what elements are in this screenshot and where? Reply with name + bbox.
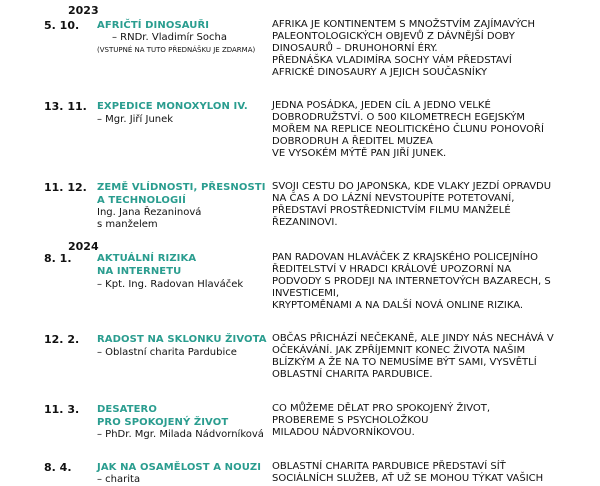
lecture-date: 8. 1. — [44, 252, 72, 265]
desc-line: BLÍZKÝM A ŽE NA TO NEMUSÍME BÝT SAMI, VYSVĚTLÍ — [272, 357, 537, 368]
desc-line: AFRICKÉ DINOSAURY A JEJICH SOUČASNÍKY — [272, 67, 488, 78]
lecture-speaker — [97, 474, 272, 486]
desc-line: SOCIÁLNÍCH SLUŽEB, AŤ UŽ SE MOHOU TÝKAT VAŠICH — [272, 473, 544, 484]
lecture-speaker — [97, 347, 272, 359]
lecture-title[interactable] — [97, 461, 267, 474]
title-line: ZEMĚ VLÍDNOSTI, PŘESNOSTI — [97, 182, 266, 193]
lecture-description — [272, 19, 592, 79]
desc-line: SVOJI CESTU DO JAPONSKA, KDE VLAKY JEZDÍ OPRAVDU — [272, 181, 552, 192]
lecture-speaker — [97, 429, 272, 441]
lecture-date: 11. 12. — [44, 181, 87, 194]
desc-line: DOBRODRUH A ŘEDITEL MUZEA — [272, 136, 433, 147]
desc-line: OČEKÁVÁNÍ. JAK ZPŘÍJEMNIT KONEC ŽIVOTA NAŠIM — [272, 345, 526, 356]
lecture-description — [272, 333, 592, 381]
lecture-description — [272, 100, 592, 160]
desc-line: CO MŮŽEME DĚLAT PRO SPOKOJENÝ ŽIVOT, — [272, 403, 491, 414]
desc-line: PODVODY S PRODEJI NA INTERNETOVÝCH BAZARECH, S — [272, 276, 551, 287]
title-line: AFRIČTÍ DINOSAUŘI — [97, 20, 210, 31]
title-line: A TECHNOLOGIÍ — [97, 195, 186, 206]
lecture-description — [272, 403, 592, 439]
speaker-line: – charita — [97, 474, 141, 485]
speaker-line: s manželem — [97, 219, 158, 230]
desc-line: PALEONTOLOGICKÝCH OBJEVŮ Z DÁVNĚJŠÍ DOBY — [272, 31, 515, 42]
speaker-line: Ing. Jana Řezaninová — [97, 207, 202, 218]
lecture-date: 11. 3. — [44, 403, 80, 416]
lecture-description — [272, 461, 592, 485]
lecture-title[interactable] — [97, 333, 267, 346]
lecture-title[interactable] — [97, 181, 267, 207]
lecture-title[interactable] — [97, 100, 267, 113]
desc-line: NA ČAS A DO LÁZNÍ NEVSTOUPÍTE POTETOVANÍ, — [272, 193, 515, 204]
lecture-title[interactable] — [97, 19, 267, 32]
speaker-line: – RNDr. Vladimír Socha — [112, 32, 227, 43]
title-line: AKTUÁLNÍ RIZIKA — [97, 253, 197, 264]
desc-line: INVESTICEMI, — [272, 288, 340, 299]
desc-line: DOBRODRUŽSTVÍ. O 500 KILOMETRECH EGEJSKÝM — [272, 112, 526, 123]
lecture-date: 12. 2. — [44, 333, 80, 346]
desc-line: OBČAS PŘICHÁZÍ NEČEKANĚ, ALE JINDY NÁS NECHÁVÁ V — [272, 333, 554, 344]
desc-line: PŘEDNÁŠKA VLADIMÍRA SOCHY VÁM PŘEDSTAVÍ — [272, 55, 512, 66]
desc-line: PAN RADOVAN HLAVÁČEK Z KRAJSKÉHO POLICEJNÍHO — [272, 252, 539, 263]
lecture-speaker — [97, 279, 272, 291]
desc-line: ŘEDITELSTVÍ V HRADCI KRÁLOVÉ UPOZORNÍ NA — [272, 264, 512, 275]
desc-line: OBLASTNÍ CHARITA PARDUBICE. — [272, 369, 433, 380]
speaker-line: – Kpt. Ing. Radovan Hlaváček — [97, 279, 244, 290]
lecture-speaker — [97, 114, 272, 126]
lecture-speaker — [112, 32, 287, 44]
lecture-title[interactable] — [97, 403, 267, 429]
desc-line: PŘEDSTAVÍ PROSTŘEDNICTVÍM FILMU MANŽELÉ — [272, 205, 511, 216]
title-line: NA INTERNETU — [97, 266, 182, 277]
desc-line: ŘEZANINOVI. — [272, 217, 338, 228]
lecture-date: 13. 11. — [44, 100, 87, 113]
speaker-line: – Mgr. Jiří Junek — [97, 114, 174, 125]
desc-line: PROBEREME S PSYCHOLOŽKOU — [272, 415, 429, 426]
title-line: DESATERO — [97, 404, 157, 415]
desc-line: AFRIKA JE KONTINENTEM S MNOŽSTVÍM ZAJÍMAVÝCH — [272, 19, 536, 30]
desc-line: OBLASTNÍ CHARITA PARDUBICE PŘEDSTAVÍ SÍŤ — [272, 461, 506, 472]
year-2024: 2024 — [68, 240, 99, 253]
desc-line: JEDNA POSÁDKA, JEDEN CÍL A JEDNO VELKÉ — [272, 100, 491, 111]
free-entry-note: (VSTUPNÉ NA TUTO PŘEDNÁŠKU JE ZDARMA) — [97, 46, 256, 54]
desc-line: KRYPTOMĚNAMI A NA DALŠÍ NOVÁ ONLINE RIZIKA. — [272, 300, 524, 311]
lecture-title[interactable] — [97, 252, 267, 278]
desc-line: DINOSAURŮ – DRUHOHORNÍ ÉRY. — [272, 43, 438, 54]
year-2023: 2023 — [68, 4, 99, 17]
title-line: PRO SPOKOJENÝ ŽIVOT — [97, 417, 229, 428]
title-line: RADOST NA SKLONKU ŽIVOTA — [97, 334, 267, 345]
desc-line: MOŘEM NA REPLICE NEOLITICKÉHO ČLUNU POHOVOŘÍ — [272, 124, 544, 135]
lecture-description — [272, 252, 592, 312]
title-line: EXPEDICE MONOXYLON IV. — [97, 101, 248, 112]
speaker-line: – PhDr. Mgr. Milada Nádvorníková — [97, 429, 264, 440]
desc-line: MILADOU NÁDVORNÍKOVOU. — [272, 427, 415, 438]
lecture-date: 5. 10. — [44, 19, 80, 32]
lecture-speaker — [97, 207, 272, 231]
speaker-line: – Oblastní charita Pardubice — [97, 347, 237, 358]
lecture-date: 8. 4. — [44, 461, 72, 474]
desc-line: VE VYSOKÉM MÝTĚ PAN JIŘÍ JUNEK. — [272, 148, 447, 159]
lecture-description — [272, 181, 592, 229]
title-line: JAK NA OSAMĚLOST A NOUZI — [97, 462, 262, 473]
